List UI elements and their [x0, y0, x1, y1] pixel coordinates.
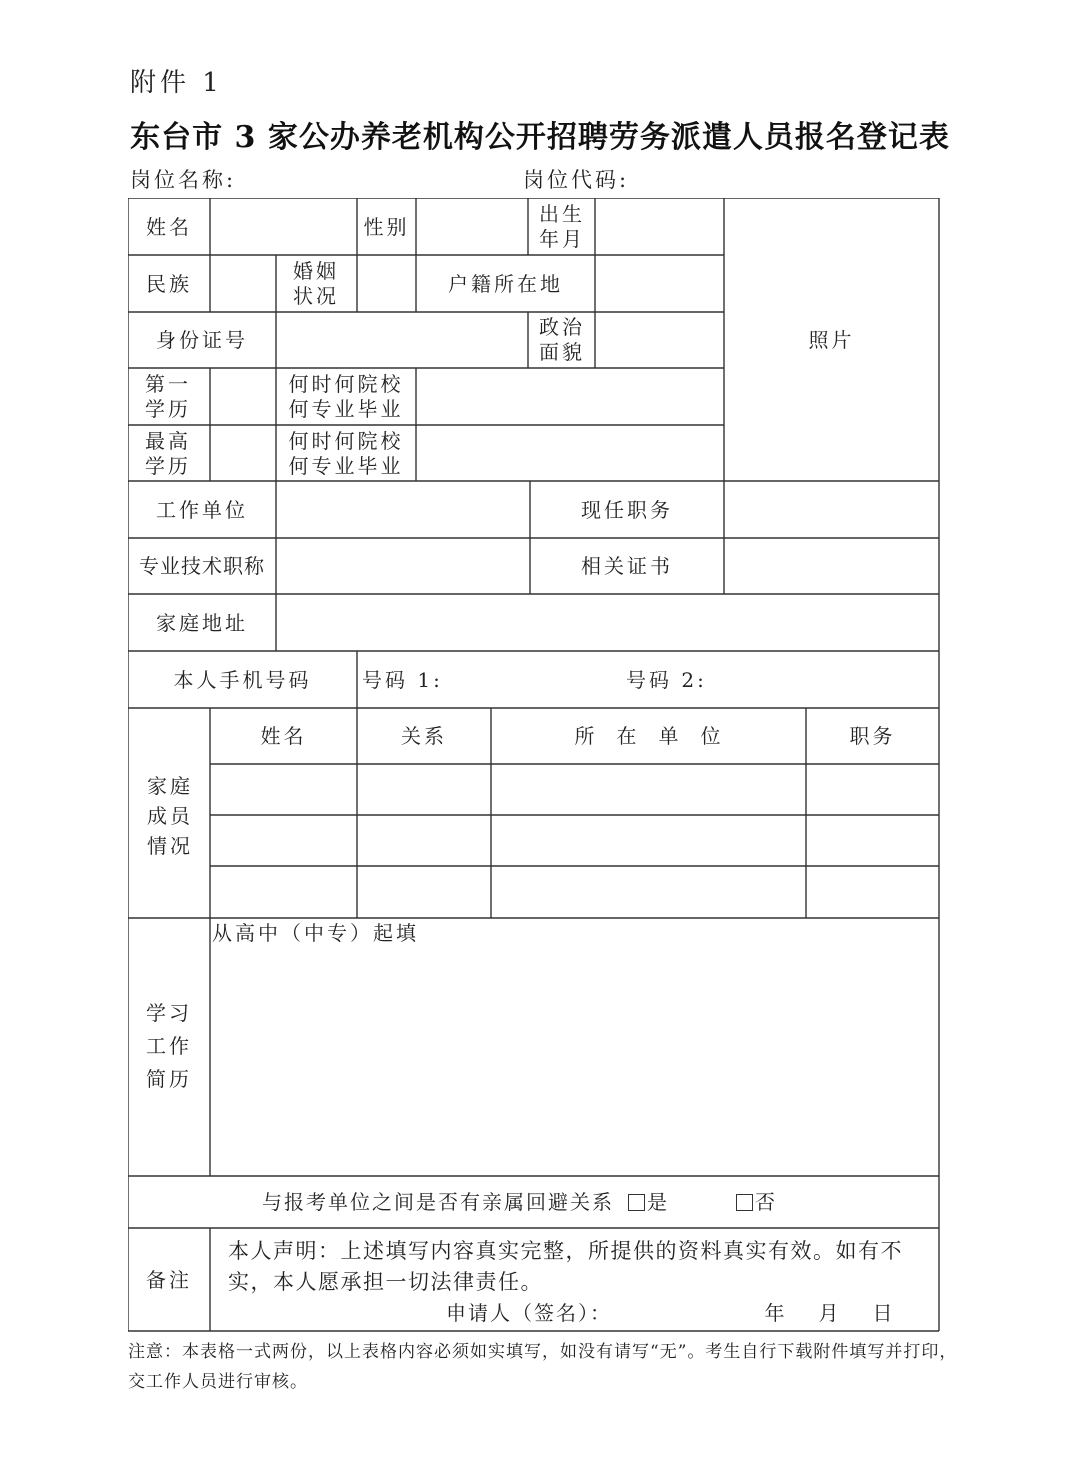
current-post-label: 现任职务	[581, 497, 673, 522]
attachment-label: 附件 1	[130, 68, 223, 98]
phone1-field[interactable]: 号码 1:	[362, 667, 443, 692]
family-row-1-post[interactable]	[806, 764, 939, 815]
family-row-1-employer[interactable]	[491, 764, 806, 815]
birth-label: 出生年月	[539, 201, 585, 251]
highest-edu-field[interactable]	[210, 425, 276, 481]
first-edu-school-field[interactable]	[416, 368, 724, 425]
family-row-1-name[interactable]	[210, 764, 357, 815]
kinship-yes-checkbox[interactable]	[628, 1194, 645, 1211]
signature-label: 申请人（签名）：	[446, 1301, 612, 1325]
footnote: 注意：本表格一式两份，以上表格内容必须如实填写，如没有请写“无”。考生自行下载附件填写并打印，交工作人员进行审核。	[128, 1342, 958, 1392]
hukou-field[interactable]	[595, 255, 724, 312]
remarks-label: 备注	[146, 1267, 192, 1292]
highest-edu-school-field[interactable]	[416, 425, 724, 481]
resume-label: 学习工作简历	[146, 1000, 192, 1091]
ethnicity-label: 民族	[146, 271, 192, 296]
first-edu-field[interactable]	[210, 368, 276, 425]
name-label: 姓名	[146, 214, 192, 239]
family-row-1-relation[interactable]	[357, 764, 491, 815]
highest-edu-school-label: 何时何院校何专业毕业	[288, 428, 404, 478]
date-month: 月	[818, 1301, 842, 1325]
mobile-label: 本人手机号码	[173, 667, 312, 692]
first-edu-school-label: 何时何院校何专业毕业	[288, 371, 404, 421]
family-row-2-name[interactable]	[210, 815, 357, 866]
kinship-yes-label: 是	[647, 1190, 668, 1214]
id-label: 身份证号	[156, 328, 248, 352]
gender-label: 性别	[363, 214, 410, 239]
political-label: 政治面貌	[539, 314, 585, 364]
marital-field[interactable]	[357, 255, 416, 312]
highest-edu-label: 最高学历	[145, 428, 191, 478]
family-row-3-name[interactable]	[210, 866, 357, 918]
id-field[interactable]	[276, 312, 528, 368]
family-header-post: 职务	[849, 724, 896, 748]
family-row-3-post[interactable]	[806, 866, 939, 918]
current-post-field[interactable]	[724, 481, 939, 538]
employer-field[interactable]	[276, 481, 530, 538]
kinship-yes-option[interactable]	[618, 1176, 678, 1228]
family-header-employer: 所在单位	[574, 724, 743, 748]
kinship-no-option[interactable]	[726, 1176, 786, 1228]
declaration-text: 本人声明：上述填写内容真实完整，所提供的资料真实有效。如有不实，本人愿承担一切法律责任。	[228, 1239, 903, 1294]
position-code-label: 岗位代码:	[523, 168, 630, 192]
kinship-no-checkbox[interactable]	[736, 1194, 753, 1211]
resume-field[interactable]: 从高中（中专）起填	[212, 921, 419, 945]
political-field[interactable]	[595, 312, 724, 368]
gender-field[interactable]	[416, 198, 528, 255]
family-row-3-relation[interactable]	[357, 866, 491, 918]
date-day: 日	[872, 1301, 896, 1325]
family-header-name: 姓名	[260, 724, 307, 748]
address-field[interactable]	[276, 594, 939, 651]
certificate-label: 相关证书	[581, 554, 673, 578]
family-row-2-relation[interactable]	[357, 815, 491, 866]
address-label: 家庭地址	[156, 610, 248, 635]
tech-title-label: 专业技术职称	[139, 554, 265, 578]
family-label: 家庭成员情况	[147, 774, 193, 858]
date-year: 年	[764, 1301, 788, 1325]
family-row-2-employer[interactable]	[491, 815, 806, 866]
employer-label: 工作单位	[156, 497, 248, 522]
first-edu-label: 第一学历	[145, 371, 191, 421]
kinship-no-label: 否	[755, 1190, 776, 1214]
marital-label: 婚姻状况	[293, 258, 339, 308]
family-row-3-employer[interactable]	[491, 866, 806, 918]
phone2-field[interactable]: 号码 2:	[626, 667, 707, 692]
certificate-field[interactable]	[724, 538, 939, 594]
photo-box[interactable]: 照片	[808, 327, 855, 352]
hukou-label: 户籍所在地	[448, 271, 563, 296]
name-field[interactable]	[210, 198, 357, 255]
page-title: 东台市 3 家公办养老机构公开招聘劳务派遣人员报名登记表	[130, 120, 950, 155]
ethnicity-field[interactable]	[210, 255, 276, 312]
kinship-question: 与报考单位之间是否有亲属回避关系	[262, 1190, 614, 1214]
birth-field[interactable]	[595, 198, 724, 255]
family-header-relation: 关系	[401, 724, 447, 748]
tech-title-field[interactable]	[276, 538, 530, 594]
position-name-label: 岗位名称:	[130, 168, 237, 192]
family-row-2-post[interactable]	[806, 815, 939, 866]
